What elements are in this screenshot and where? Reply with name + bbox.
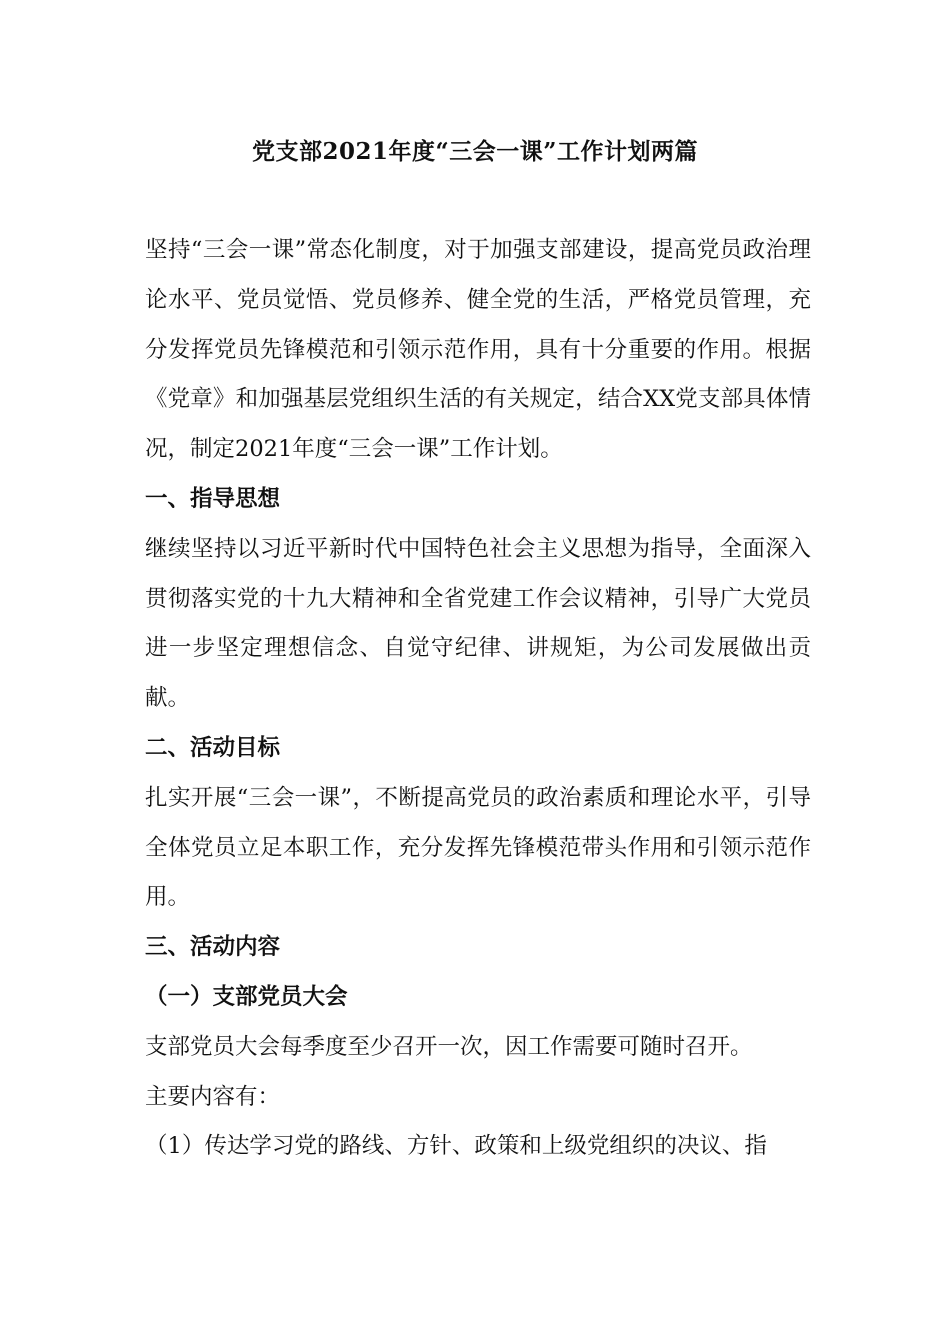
- subsection-heading-party-member-meeting: （一）支部党员大会: [145, 983, 348, 1010]
- subsection-paragraph-party-member-meeting: 支部党员大会每季度至少召开一次，因工作需要可随时召开。: [145, 1033, 753, 1060]
- section-heading-activity-goals: 二、活动目标: [145, 734, 281, 761]
- section-heading-activity-content: 三、活动内容: [145, 934, 281, 961]
- section-paragraph-activity-goals: 扎实开展“三会一课”，不断提高党员的政治素质和理论水平，引导全体党员立足本职工作，充分发挥先锋模范带头作用和引领示范作用。: [145, 784, 811, 911]
- section-paragraph-guiding-thought: 继续坚持以习近平新时代中国特色社会主义思想为指导，全面深入贯彻落实党的十九大精神和全省党建工作会议精神，引导广大党员进一步坚定理想信念、自觉守纪律、讲规矩，为公司发展做出贡献。: [145, 535, 811, 712]
- document-title: 党支部2021年度“三会一课”工作计划两篇: [252, 138, 698, 165]
- list-item-1: （1）传达学习党的路线、方针、政策和上级党组织的决议、指: [145, 1133, 767, 1160]
- intro-paragraph: 坚持“三会一课”常态化制度，对于加强支部建设，提高党员政治理论水平、党员觉悟、党员修养、健全党的生活，严格党员管理，充分发挥党员先锋模范和引领示范作用，具有十分重要的作用。根据《党章》和加强基层党组织生活的有关规定，结合XX党支部具体情况，制定2021年度“三会一课”工作计划。: [145, 237, 811, 463]
- document-body: [145, 226, 811, 1172]
- section-heading-guiding-thought: 一、指导思想: [145, 485, 281, 512]
- main-content-label: 主要内容有：: [145, 1083, 281, 1110]
